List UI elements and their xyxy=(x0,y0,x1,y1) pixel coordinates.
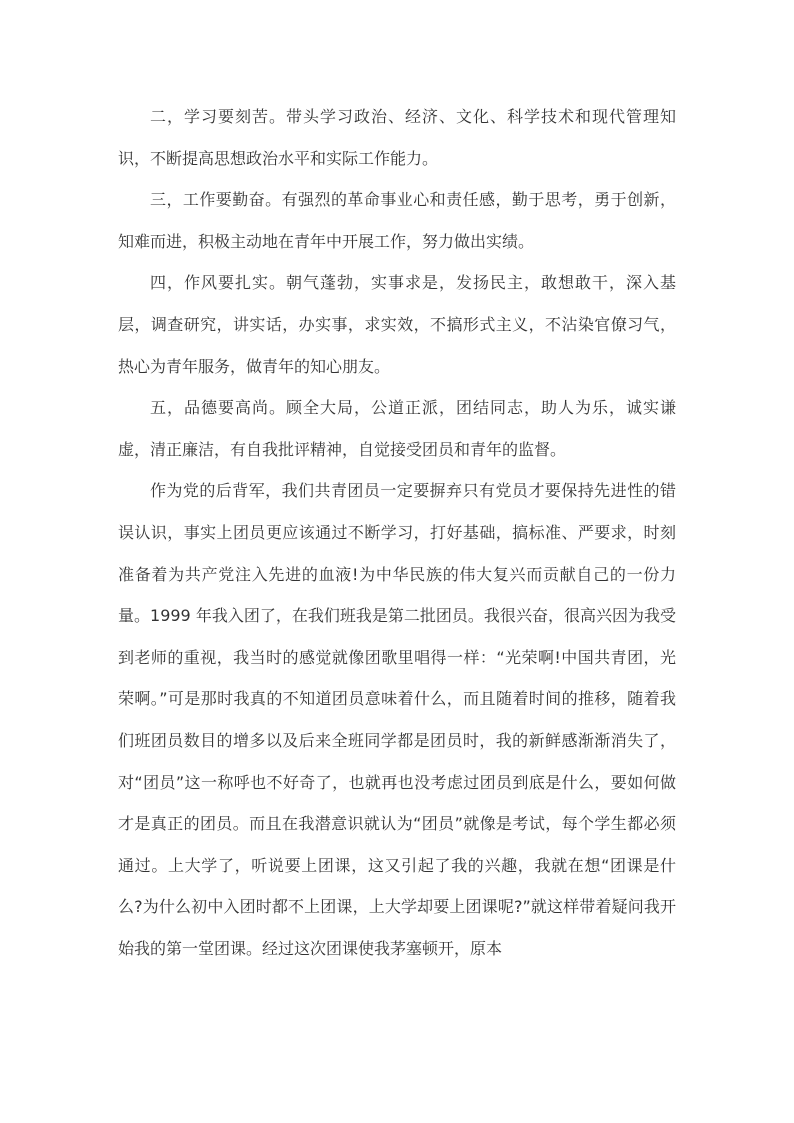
paragraph-reflection: 作为党的后背军，我们共青团员一定要摒弃只有党员才要保持先进性的错误认识，事实上团员更应该通过不断学习，打好基础，搞标准、严要求，时刻准备着为共产党注入先进的血液!为中华民族的伟大复兴而贡献自己的一份力量。1999 年我入团了，在我们班我是第二批团员。我很兴奋，很高兴因为我受到老师的重视，我当时的感觉就像团歌里唱得一样：“光荣啊!中国共青团，光荣啊。”可是那时我真的不知道团员意味着什么，而且随着时间的推移，随着我们班团员数目的增多以及后来全班同学都是团员时，我的新鲜感渐渐消失了，对“团员”这一称呼也不好奇了，也就再也没考虑过团员到底是什么，要如何做才是真正的团员。而且在我潜意识就认为“团员”就像是考试，每个学生都必须通过。上大学了，听说要上团课，这又引起了我的兴趣，我就在想“团课是什么?为什么初中入团时都不上团课，上大学却要上团课呢?”就这样带着疑问我开始我的第一堂团课。经过这次团课使我茅塞顿开，原本 xyxy=(118,481,676,958)
paragraph-style: 四，作风要扎实。朝气蓬勃，实事求是，发扬民主，敢想敢干，深入基层，调查研究，讲实话，办实事，求实效，不搞形式主义，不沾染官僚习气，热心为青年服务，做青年的知心朋友。 xyxy=(118,273,676,376)
paragraph-work: 三，工作要勤奋。有强烈的革命事业心和责任感，勤于思考，勇于创新，知难而进，积极主动地在青年中开展工作，努力做出实绩。 xyxy=(118,190,676,251)
document-body xyxy=(118,96,676,969)
paragraph-morality: 五，品德要高尚。顾全大局，公道正派，团结同志，助人为乐，诚实谦虚，清正廉洁，有自我批评精神，自觉接受团员和青年的监督。 xyxy=(118,398,676,459)
paragraph-study: 二，学习要刻苦。带头学习政治、经济、文化、科学技术和现代管理知识，不断提高思想政治水平和实际工作能力。 xyxy=(118,107,676,168)
